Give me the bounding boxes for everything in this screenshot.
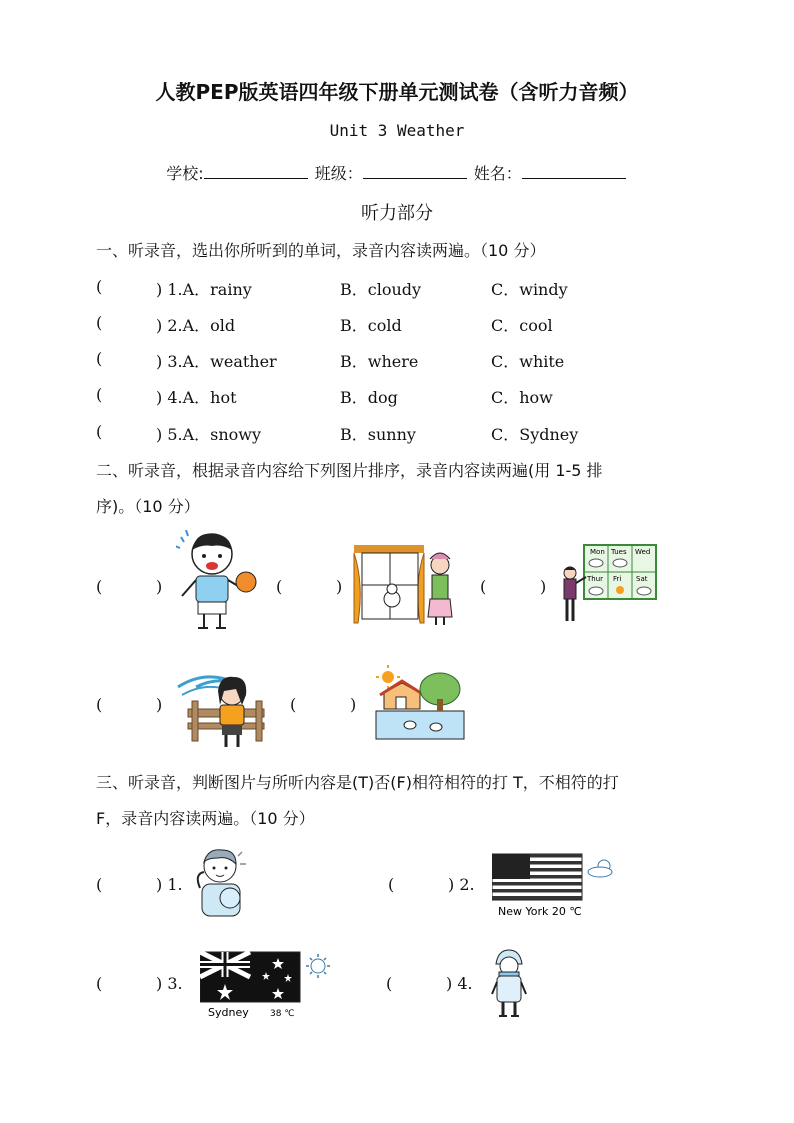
windy-girl-picture [176, 665, 268, 751]
new-york-flag-picture [492, 852, 620, 922]
student-info-line [0, 161, 794, 184]
section2-instruction-line1: 二、听录音，根据录音内容给下列图片排序，录音内容读两遍(用 1-5 排 [96, 461, 603, 480]
option-a: ) 1.A．rainy [156, 280, 252, 299]
option-c: C．how [491, 388, 553, 407]
option-c: C．cool [491, 316, 553, 335]
new-york-caption: New York 20 ℃ [498, 905, 582, 918]
open-paren: ( [96, 974, 103, 993]
open-paren: ( [96, 875, 103, 894]
close-paren: ) [156, 577, 163, 596]
open-paren: ( [290, 695, 297, 714]
option-c: C．white [491, 352, 565, 371]
page-title: 人教PEP版英语四年级下册单元测试卷（含听力音频） [155, 80, 639, 104]
item2-label: ) 2. [448, 875, 475, 894]
sydney-temp: 38 ℃ [270, 1009, 295, 1019]
name-label: 姓名： [473, 164, 522, 183]
option-a: ) 3.A．weather [156, 352, 277, 371]
option-a: ) 4.A．hot [156, 388, 237, 407]
open-paren: ( [96, 277, 103, 296]
open-paren: ( [96, 349, 103, 368]
open-paren: ( [480, 577, 487, 596]
calendar-wed: Wed [635, 548, 651, 556]
close-paren: ) [156, 695, 163, 714]
question-row [96, 313, 716, 337]
section2-instruction-line2: 序)。（10 分） [96, 497, 200, 516]
unit-subtitle: Unit 3 Weather [329, 121, 465, 140]
section3-instruction-line1: 三、听录音，判断图片与所听内容是(T)否(F)相符相符的打 T，不相符的打 [96, 773, 619, 792]
calendar-sat: Sat [636, 575, 648, 583]
option-a: ) 5.A．snowy [156, 425, 262, 444]
question-row [96, 385, 716, 409]
option-b: B．where [340, 352, 419, 371]
boy-fanning-picture [190, 844, 258, 924]
open-paren: ( [386, 974, 393, 993]
snowy-window-picture [352, 543, 460, 629]
section3-instruction-line2: F，录音内容读两遍。（10 分） [96, 809, 315, 828]
item3-label: ) 3. [156, 974, 183, 993]
cold-person-picture [490, 948, 528, 1020]
calendar-fri: Fri [613, 575, 622, 583]
school-blank[interactable] [204, 164, 308, 179]
open-paren: ( [276, 577, 283, 596]
option-a: ) 2.A．old [156, 316, 236, 335]
open-paren: ( [96, 422, 103, 441]
calendar-mon: Mon [590, 548, 605, 556]
item4-label: ) 4. [446, 974, 473, 993]
option-c: C．windy [491, 280, 568, 299]
close-paren: ) [540, 577, 547, 596]
option-c: C．Sydney [491, 425, 579, 444]
weather-calendar-picture [556, 543, 660, 627]
listening-part-title: 听力部分 [361, 203, 433, 224]
option-b: B．sunny [340, 425, 416, 444]
close-paren: ) [350, 695, 357, 714]
item1-label: ) 1. [156, 875, 183, 894]
option-b: B．cloudy [340, 280, 422, 299]
name-blank[interactable] [522, 164, 626, 179]
close-paren: ) [336, 577, 343, 596]
question-row [96, 277, 716, 301]
option-b: B．cold [340, 316, 402, 335]
section1-instruction: 一、听录音，选出你所听到的单词，录音内容读两遍。（10 分） [96, 241, 546, 260]
class-label: 班级： [314, 164, 363, 183]
calendar-tues: Tues [611, 548, 627, 556]
question-row [96, 422, 716, 446]
question-row [96, 349, 716, 373]
option-b: B．dog [340, 388, 398, 407]
sunny-pond-picture [374, 665, 466, 741]
open-paren: ( [388, 875, 395, 894]
open-paren: ( [96, 313, 103, 332]
school-label: 学校: [166, 164, 204, 183]
hot-boy-picture [176, 530, 262, 634]
open-paren: ( [96, 577, 103, 596]
sydney-flag-picture [200, 950, 334, 1022]
class-blank[interactable] [363, 164, 467, 179]
open-paren: ( [96, 385, 103, 404]
calendar-thur: Thur [587, 575, 604, 583]
open-paren: ( [96, 695, 103, 714]
sydney-city: Sydney [208, 1006, 249, 1019]
